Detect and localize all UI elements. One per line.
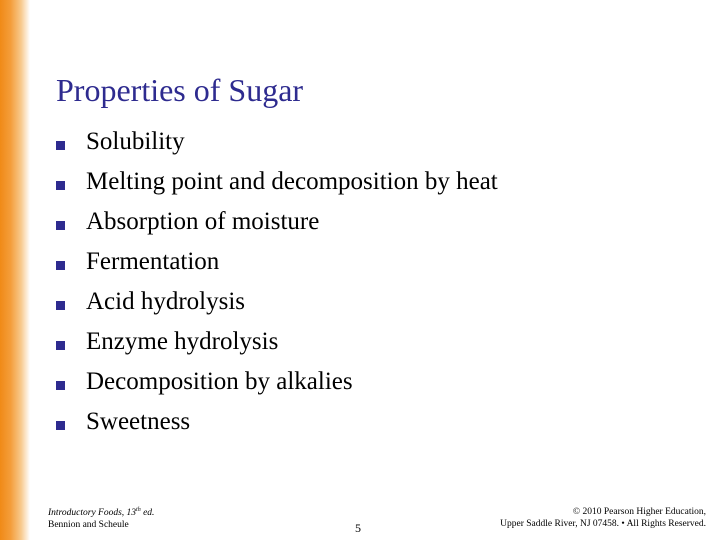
copyright-line-1: © 2010 Pearson Higher Education, xyxy=(572,507,706,517)
bullet-item xyxy=(52,122,498,162)
book-title xyxy=(48,507,154,519)
edition-suffix: ed. xyxy=(140,508,155,518)
square-bullet-icon xyxy=(56,381,65,390)
square-bullet-icon xyxy=(56,301,65,310)
bullet-item xyxy=(52,202,498,242)
left-accent-bar xyxy=(0,0,30,540)
copyright-line-2: Upper Saddle River, NJ 07458. • All Rights Reserved. xyxy=(500,519,706,529)
footer-copyright xyxy=(500,506,706,530)
bullet-item xyxy=(52,162,498,202)
bullet-text: Enzyme hydrolysis xyxy=(86,328,279,355)
bullet-item xyxy=(52,362,498,402)
bullet-item xyxy=(52,402,498,442)
bullet-item xyxy=(52,242,498,282)
slide-title: Properties of Sugar xyxy=(56,72,304,108)
square-bullet-icon xyxy=(56,181,65,190)
book-authors: Bennion and Scheule xyxy=(48,520,129,530)
edition-superscript: th xyxy=(136,506,141,513)
square-bullet-icon xyxy=(56,221,65,230)
bullet-item xyxy=(52,282,498,322)
page-number: 5 xyxy=(355,521,361,535)
bullet-text: Fermentation xyxy=(86,248,220,275)
square-bullet-icon xyxy=(56,341,65,350)
bullet-text: Melting point and decomposition by heat xyxy=(86,168,498,195)
footer-book-credit xyxy=(48,507,154,531)
bullet-text: Absorption of moisture xyxy=(86,208,320,235)
square-bullet-icon xyxy=(56,421,65,430)
bullet-text: Sweetness xyxy=(86,408,191,435)
bullet-list xyxy=(52,122,498,442)
bullet-text: Solubility xyxy=(86,128,185,155)
square-bullet-icon xyxy=(56,261,65,270)
bullet-item xyxy=(52,322,498,362)
square-bullet-icon xyxy=(56,141,65,150)
book-title-text: Introductory Foods, 13 xyxy=(48,508,137,518)
bullet-text: Decomposition by alkalies xyxy=(86,368,353,395)
bullet-text: Acid hydrolysis xyxy=(86,288,246,315)
